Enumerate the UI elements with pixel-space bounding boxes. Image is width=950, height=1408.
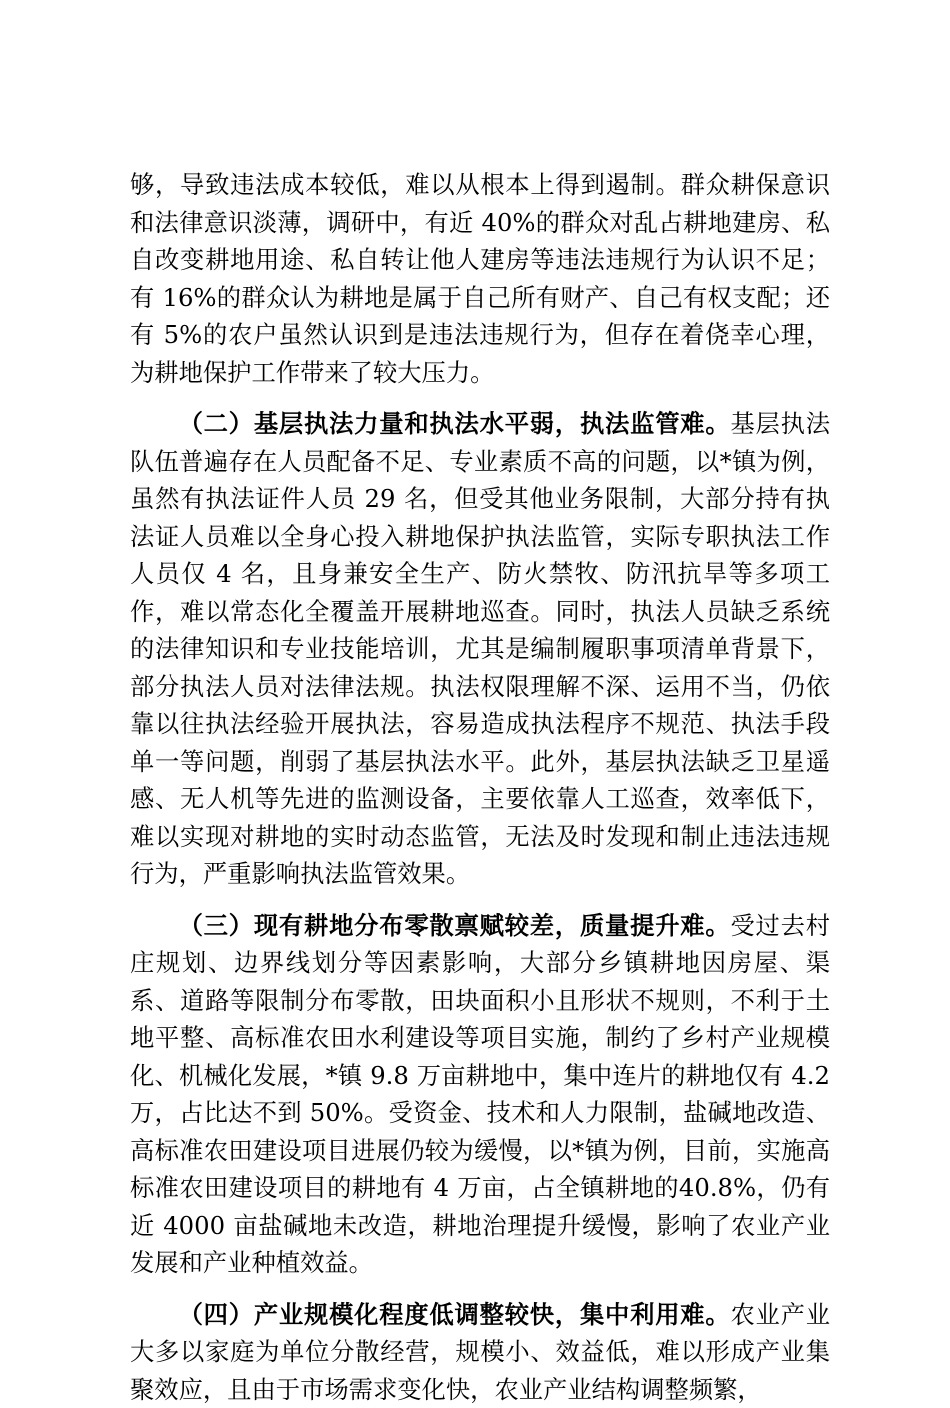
paragraph-section-3 [130,907,830,1282]
paragraph-body: 够，导致违法成本较低，难以从根本上得到遏制。群众耕保意识和法律意识淡薄，调研中，有近 40%的群众对乱占耕地建房、私自改变耕地用途、私自转让他人建房等违法违规行为认识不足；有 16%的群众认为耕地是属于自己所有财产、自己有权支配；还有 5%的农户虽然认识到是违法违规行为，但存在着侥幸心理，为耕地保护工作带来了较大压力。 [130,170,830,387]
paragraph-section-2 [130,405,830,893]
document-page [130,166,830,1408]
paragraph-section-4 [130,1296,830,1408]
paragraph-body: 受过去村庄规划、边界线划分等因素影响，大部分乡镇耕地因房屋、渠系、道路等限制分布零散，田块面积小且形状不规则，不利于土地平整、高标准农田水利建设等项目实施，制约了乡村产业规模化、机械化发展，*镇 9.8 万亩耕地中，集中连片的耕地仅有 4.2 万，占比达不到 50%。受资金、技术和人力限制，盐碱地改造、高标准农田建设项目进展仍较为缓慢，以*镇为例，目前，实施高标准农田建设项目的耕地有 4 万亩，占全镇耕地的40.8%，仍有近 4000 亩盐碱地未改造，耕地治理提升缓慢，影响了农业产业发展和产业种植效益。 [130,911,830,1278]
section-heading: （四）产业规模化程度低调整较快，集中利用难。 [179,1300,731,1329]
section-heading: （二）基层执法力量和执法水平弱，执法监管难。 [179,409,731,438]
paragraph-body: 农业产业大多以家庭为单位分散经营，规模小、效益低，难以形成产业集聚效应，且由于市场需求变化快，农业产业结构调整频繁， [130,1300,830,1404]
paragraph-continuation [130,166,830,391]
paragraph-body: 基层执法队伍普遍存在人员配备不足、专业素质不高的问题，以*镇为例，虽然有执法证件人员 29 名，但受其他业务限制，大部分持有执法证人员难以全身心投入耕地保护执法监管，实际专职执法工作人员仅 4 名，且身兼安全生产、防火禁牧、防汛抗旱等多项工作，难以常态化全覆盖开展耕地巡查。同时，执法人员缺乏系统的法律知识和专业技能培训，尤其是编制履职事项清单背景下，部分执法人员对法律法规。执法权限理解不深、运用不当，仍依靠以往执法经验开展执法，容易造成执法程序不规范、执法手段单一等问题，削弱了基层执法水平。此外，基层执法缺乏卫星遥感、无人机等先进的监测设备，主要依靠人工巡查，效率低下，难以实现对耕地的实时动态监管，无法及时发现和制止违法违规行为，严重影响执法监管效果。 [130,409,830,888]
section-heading: （三）现有耕地分布零散禀赋较差，质量提升难。 [179,911,731,940]
